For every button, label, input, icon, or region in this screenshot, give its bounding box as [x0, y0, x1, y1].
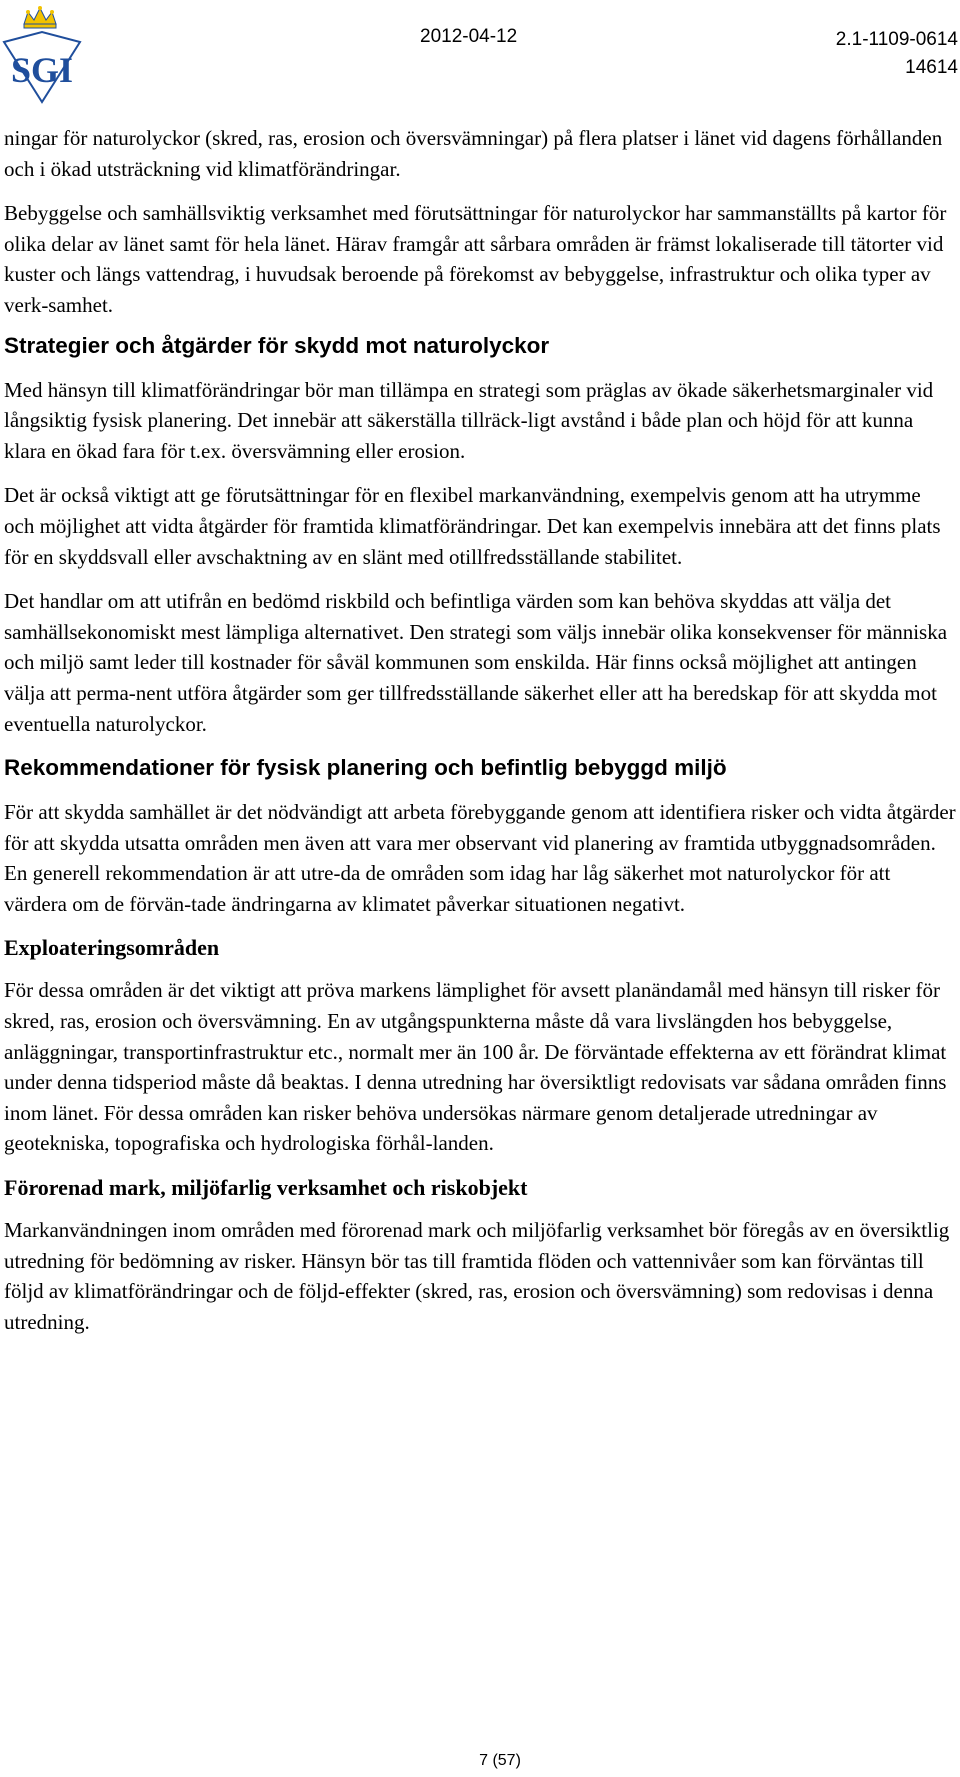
- sgi-logo-text: SGI: [10, 50, 74, 90]
- document-body: [4, 123, 956, 1351]
- sgi-logo: [2, 4, 82, 104]
- paragraph: Det är också viktigt att ge förutsättningar för en flexibel markanvändning, exempelvis genom att ha utrymme och möjlighet att vidta åtgärder för framtida klimatförändringar. Det kan exempelvis innebära att det finns plats för en skyddsvall eller avschaktning av en slänt med otillfredsställande stabilitet.: [4, 483, 941, 569]
- section-heading-rekommendationer: Rekommendationer för fysisk planering och befintlig bebyggd miljö: [4, 755, 727, 781]
- subsection-heading-exploatering: Exploateringsområden: [4, 935, 220, 961]
- document-date: 2012-04-12: [420, 26, 518, 47]
- document-reference: [836, 26, 958, 82]
- paragraph: Det handlar om att utifrån en bedömd riskbild och befintliga värden som kan behöva skyddas att välja det samhällsekonomiskt mest lämpliga alternativet. Den strategi som väljs innebär olika konsekvenser för människa och miljö samt leder till kostnader för såväl kommunen som enskilda. Här finns också möjlighet att antingen välja att perma-nent utföra åtgärder som ger tillfredsställande säkerhet eller att ha beredskap för att skydda mot eventuella naturolyckor.: [4, 589, 948, 736]
- paragraph: Markanvändningen inom områden med förorenad mark och miljöfarlig verksamhet bör föregås av en översiktlig utredning för bedömning av risker. Hänsyn bör tas till framtida flöden och vattennivåer som kan förväntas till följd av klimatförändringar och de följd-effekter (skred, ras, erosion och översvämning) som redovisas i denna utredning.: [4, 1218, 950, 1334]
- paragraph: Bebyggelse och samhällsviktig verksamhet med förutsättningar för naturolyckor har sammanställts på kartor för olika delar av länet samt för hela länet. Härav framgår att sårbara områden är främst lokaliserade till tätorter vid kuster och längs vattendrag, i huvudsak beroende på förekomst av bebyggelse, infrastruktur och olika typer av verk-samhet.: [4, 201, 947, 317]
- paragraph: Med hänsyn till klimatförändringar bör man tillämpa en strategi som präglas av ökade säkerhetsmarginaler vid långsiktig fysisk planering. Det innebär att säkerställa tillräck-ligt avstånd i både plan och höjd för att kunna klara en ökad fara för t.ex. översvämning eller erosion.: [4, 377, 934, 463]
- paragraph: För dessa områden är det viktigt att pröva markens lämplighet för avsett planändamål med hänsyn till risker för skred, ras, erosion och översvämning. En av utgångspunkterna måste då vara livslängden hos bebyggelse, anläggningar, transportinfrastruktur etc., normalt mer än 100 år. De förväntade effekterna av ett förändrat klimat under denna tidsperiod måste då beaktas. I denna utredning har översiktligt redovisats var sådana områden finns inom länet. För dessa områden kan risker behöva undersökas närmare genom detaljerade utredningar av geotekniska, topografiska och hydrologiska förhål-landen.: [4, 978, 947, 1156]
- page-number: 7 (57): [479, 1752, 521, 1769]
- reference-number: 2.1-1109-0614: [835, 29, 958, 50]
- document-number: 14614: [905, 57, 958, 78]
- paragraph: För att skydda samhället är det nödvändigt att arbeta förebyggande genom att identifiera risker och vidta åtgärder för att skydda utsatta områden men även att vara mer observant vid planering av framtida utbyggnadsområden. En generell rekommendation är att utre-da de områden som idag har låg säkerhet mot naturolyckor för att värdera om de förvän-tade ändringarna av klimatet påverkar situationen negativt.: [4, 800, 956, 916]
- page-header: [0, 0, 960, 110]
- sgi-logo-graphic: [2, 4, 82, 104]
- subsection-heading-fororenad: Förorenad mark, miljöfarlig verksamhet och riskobjekt: [4, 1175, 528, 1201]
- paragraph: ningar för naturolyckor (skred, ras, erosion och översvämningar) på flera platser i länet vid dagens förhållanden och i ökad utsträckning vid klimatförändringar.: [4, 126, 943, 181]
- section-heading-strategier: Strategier och åtgärder för skydd mot naturolyckor: [4, 332, 550, 358]
